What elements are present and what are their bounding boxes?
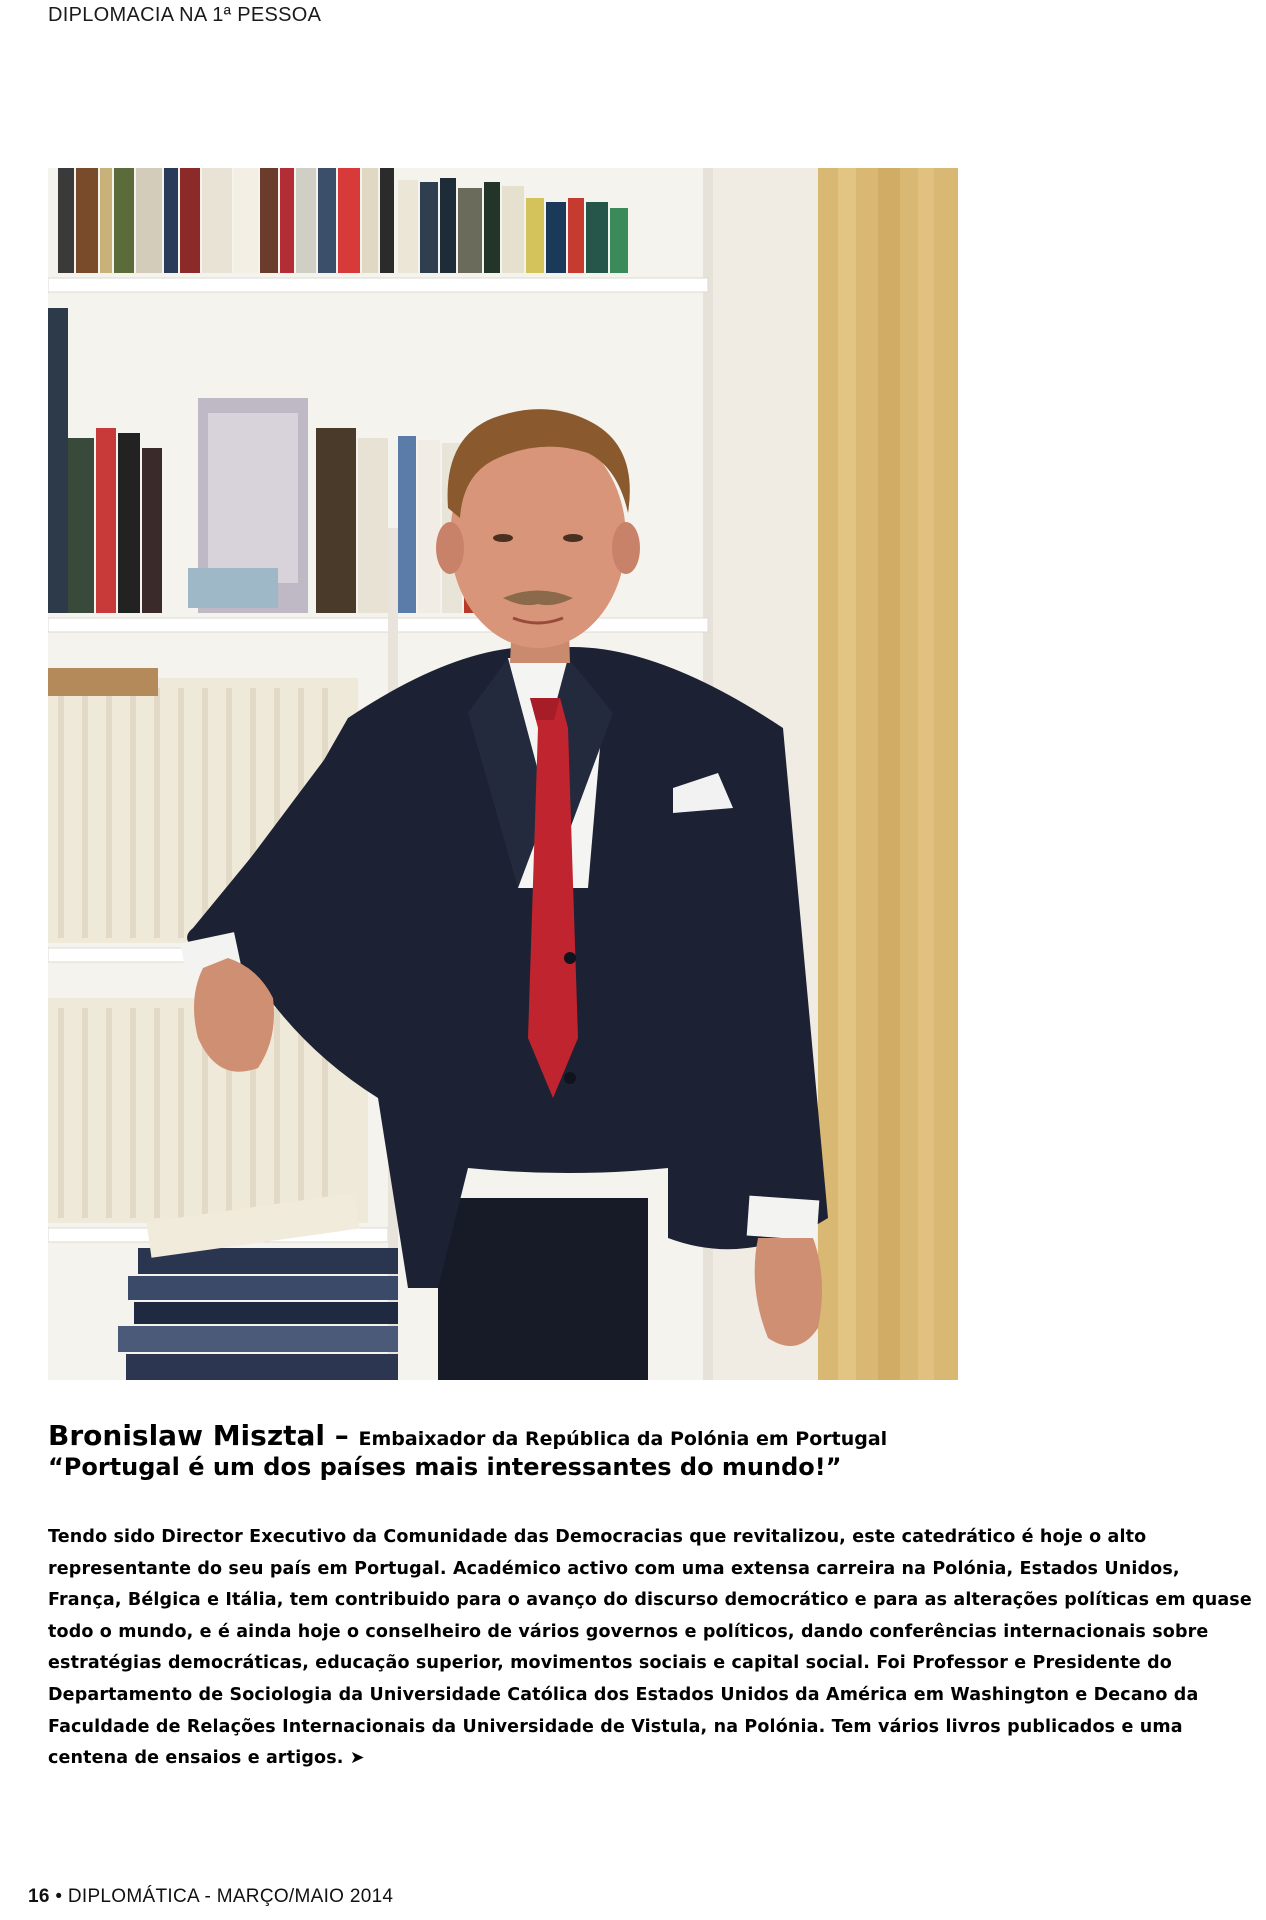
section-label: DIPLOMACIA NA 1ª PESSOA	[48, 4, 322, 26]
intro-paragraph: Tendo sido Director Executivo da Comunidade das Democracias que revitalizou, este catedrático é hoje o alto representante do seu país em Portugal. Académico activo com uma extensa carreira na Polónia, Estados Unidos, França, Bélgica e Itália, tem contribuido para o avanço do discurso democrático e para as alterações políticas em quase todo o mundo, e é ainda hoje o conselheiro de vários governos e políticos, dando conferências internacionais sobre estratégias democráticas, educação superior, movimentos sociais e capital social. Foi Professor e Presidente do Departamento de Sociologia da Universidade Católica dos Estados Unidos da América em Washington e Decano da Faculdade de Relações Internacionais da Universidade de Vistula, na Polónia. Tem vários livros publicados e uma centena de ensaios e artigos. ➤	[48, 1527, 1252, 1769]
person-role: Embaixador da República da Polónia em Portugal	[358, 1428, 888, 1450]
page-number: 16	[28, 1886, 50, 1907]
publication-info: DIPLOMÁTICA - MARÇO/MAIO 2014	[67, 1886, 394, 1907]
person-name: Bronislaw Misztal	[48, 1419, 325, 1452]
title-dash: –	[325, 1419, 359, 1452]
article-headline	[48, 1420, 1208, 1482]
footer-bullet: •	[49, 1886, 68, 1907]
page-footer	[28, 1886, 393, 1908]
headline-quote: “Portugal é um dos países mais interessantes do mundo!”	[48, 1453, 842, 1482]
portrait-photo	[48, 168, 958, 1380]
